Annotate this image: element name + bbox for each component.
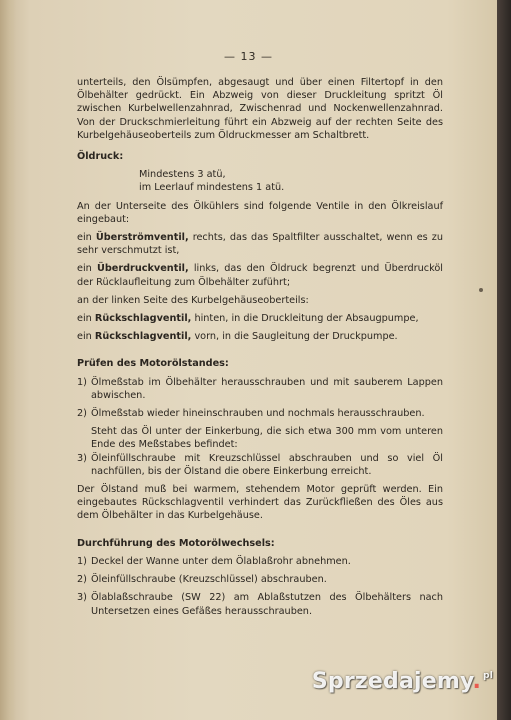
valve-overflow: ein Überströmventil, rechts, das das Spaltfilter ausschaltet, wenn es zu sehr verschmutzt ist, [77,232,443,257]
pruefen-step-1: 1) Ölmeßstab im Ölbehälter herausschrauben und mit sauberem Lappen abwischen. [77,376,443,401]
pruefen-step-3: 3) Öleinfüllschraube mit Kreuzschlüssel abschrauben und so viel Öl nachfüllen, bis der Ölstand die obere Einkerbung erreicht. [77,452,443,477]
wechsel-step-1: 1) Deckel der Wanne unter dem Ölablaßrohr abnehmen. [77,555,351,567]
wechsel-step-3: 3) Ölablaßschraube (SW 22) am Ablaßstutzen des Ölbehälters nach Untersetzen eines Gefäßes herausschrauben. [77,592,443,617]
pruefen-step-2-condition: Steht das Öl unter der Einkerbung, die sich etwa 300 mm vom unteren Ende des Meßstabes befindet: [91,426,443,451]
oeldruck-idle: im Leerlauf mindestens 1 atü. [139,182,285,194]
valve-check-rear-name: Rückschlagventil, [94,313,192,325]
pruefen-note: Der Ölstand muß bei warmem, stehendem Motor geprüft werden. Ein eingebautes Rückschlagventil verhindert das Zurückfließen des Öles aus dem Ölbehälter in das Kurbelgehäuse. [77,484,443,522]
pruefen-heading: Prüfen des Motorölstandes: [77,358,229,370]
valve-overflow-name: Überströmventil, [95,232,189,244]
valve-pressure: ein Überdruckventil, links, das den Öldruck begrenzt und Überdrucköl der Rücklaufleitung zum Ölbehälter zuführt; [77,263,443,288]
oeldruck-heading: Öldruck: [77,151,124,163]
valve-side-note: an der linken Seite des Kurbelgehäuseoberteils: [77,294,309,306]
valve-check-rear: ein Rückschlagventil, hinten, in die Druckleitung der Absaugpumpe, [77,313,419,325]
binding-pin-mark [479,288,483,292]
page-number: — 13 — [224,50,273,63]
pruefen-step-2: 2) Ölmeßstab wieder hineinschrauben und nochmals herausschrauben. [77,408,425,420]
wechsel-step-2: 2) Öleinfüllschraube (Kreuzschlüssel) abschrauben. [77,574,327,586]
valve-check-front-name: Rückschlagventil, [94,331,192,343]
wechsel-heading: Durchführung des Motorölwechsels: [77,537,275,549]
page-edge [497,0,511,720]
page-content [77,76,443,618]
intro-paragraph: unterteils, den Ölsümpfen, abgesaugt und über einen Filtertopf in den Ölbehälter gedrückt. Ein Abzweig von dieser Druckleitung spritzt Öl zwischen Kurbelwellenzahnrad, Zwischenrad und Nockenwellenzahnrad. Von der Druckschmierleitung führt ein Abzweig auf der rechten Seite des Kurbelgehäuseoberteils zum Öldruckmesser am Schaltbrett. [77,77,443,141]
oeldruck-min: Mindestens 3 atü, [139,169,226,181]
valve-check-front: ein Rückschlagventil, vorn, in die Saugleitung der Druckpumpe. [77,331,398,343]
valve-pressure-name: Überdruckventil, [96,263,189,275]
ventile-intro: An der Unterseite des Ölkühlers sind folgende Ventile in den Ölkreislauf eingebaut: [77,200,443,225]
watermark-logo: Sprzedajemy. $^{pl}$ [311,669,493,694]
page-binding [0,0,16,720]
